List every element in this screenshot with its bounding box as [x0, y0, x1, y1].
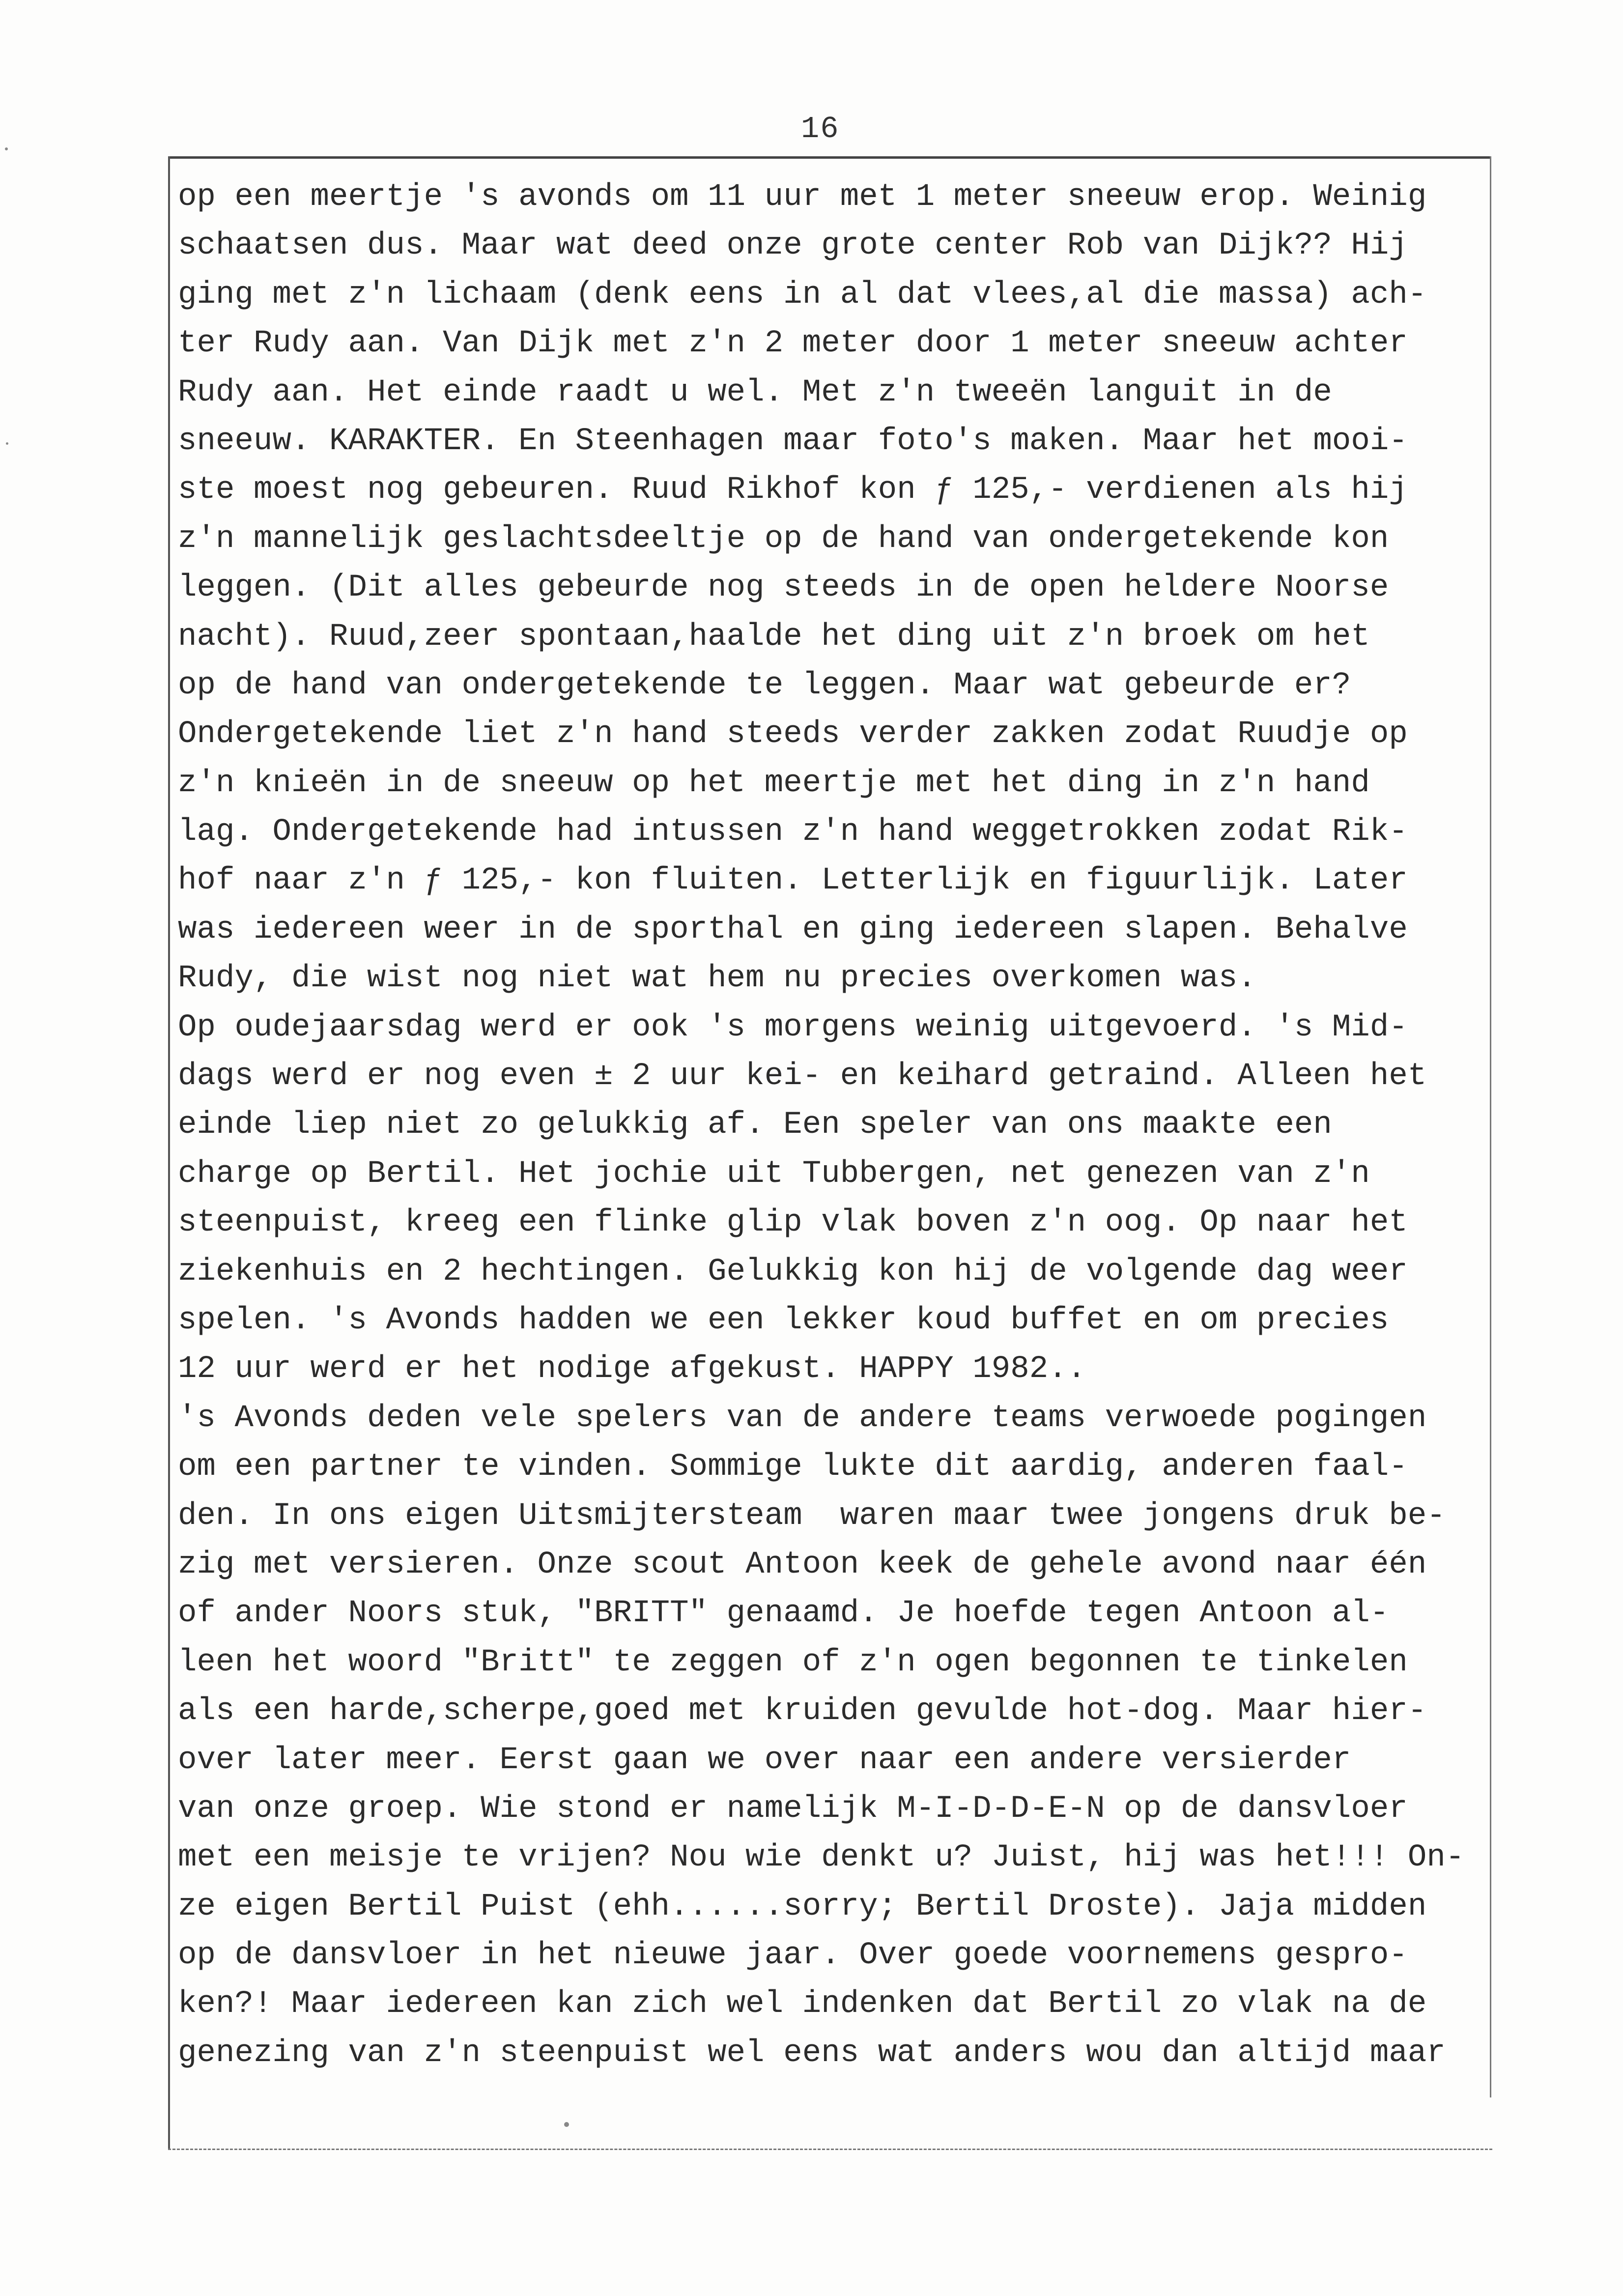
- text-line: steenpuist, kreeg een flinke glip vlak boven z'n oog. Op naar het: [178, 1205, 1408, 1241]
- text-line: op een meertje 's avonds om 11 uur met 1 meter sneeuw erop. Weinig: [178, 179, 1427, 215]
- text-line: ging met z'n lichaam (denk eens in al dat vlees,al die massa) ach-: [178, 277, 1427, 313]
- frame-top-border: [170, 156, 1491, 159]
- text-line: over later meer. Eerst gaan we over naar een andere versierder: [178, 1742, 1351, 1778]
- text-line: leen het woord "Britt" te zeggen of z'n ogen begonnen te tinkelen: [178, 1644, 1408, 1680]
- text-line: of ander Noors stuk, "BRITT" genaamd. Je hoefde tegen Antoon al-: [178, 1596, 1389, 1632]
- text-line: 's Avonds deden vele spelers van de andere teams verwoede pogingen: [178, 1400, 1427, 1436]
- text-line: hof naar z'n ƒ 125,- kon fluiten. Letterlijk en figuurlijk. Later: [178, 863, 1408, 899]
- text-line: met een meisje te vrijen? Nou wie denkt u? Juist, hij was het!!! On-: [178, 1840, 1465, 1876]
- text-line: leggen. (Dit alles gebeurde nog steeds in de open heldere Noorse: [178, 570, 1389, 606]
- paper-speck: [5, 147, 8, 150]
- text-line: sneeuw. KARAKTER. En Steenhagen maar foto's maken. Maar het mooi-: [178, 423, 1408, 459]
- frame-left-border: [168, 156, 170, 2149]
- text-line: den. In ons eigen Uitsmijtersteam waren maar twee jongens druk be-: [178, 1498, 1446, 1534]
- text-line: op de hand van ondergetekende te leggen. Maar wat gebeurde er?: [178, 667, 1351, 703]
- text-line: op de dansvloer in het nieuwe jaar. Over goede voornemens gespro-: [178, 1938, 1408, 1974]
- text-line: ziekenhuis en 2 hechtingen. Gelukkig kon hij de volgende dag weer: [178, 1254, 1408, 1290]
- text-line: spelen. 's Avonds hadden we een lekker koud buffet en om precies: [178, 1302, 1389, 1338]
- text-line: dags werd er nog even ± 2 uur kei- en keihard getraind. Alleen het: [178, 1059, 1427, 1094]
- text-line: om een partner te vinden. Sommige lukte dit aardig, anderen faal-: [178, 1449, 1408, 1485]
- text-line: Ondergetekende liet z'n hand steeds verder zakken zodat Ruudje op: [178, 717, 1408, 752]
- text-line: 12 uur werd er het nodige afgekust. HAPPY 1982..: [178, 1351, 1086, 1387]
- text-line: Rudy, die wist nog niet wat hem nu precies overkomen was.: [178, 961, 1256, 997]
- text-line: ste moest nog gebeuren. Ruud Rikhof kon ƒ 125,- verdienen als hij: [178, 472, 1408, 508]
- text-line: Rudy aan. Het einde raadt u wel. Met z'n tweeën languit in de: [178, 374, 1332, 410]
- text-line: z'n mannelijk geslachtsdeeltje op de hand van ondergetekende kon: [178, 521, 1389, 557]
- text-line: ter Rudy aan. Van Dijk met z'n 2 meter door 1 meter sneeuw achter: [178, 326, 1408, 362]
- text-line: nacht). Ruud,zeer spontaan,haalde het ding uit z'n broek om het: [178, 619, 1370, 655]
- page-number: 16: [801, 112, 840, 146]
- text-line: schaatsen dus. Maar wat deed onze grote center Rob van Dijk?? Hij: [178, 228, 1408, 264]
- text-line: zig met versieren. Onze scout Antoon keek de gehele avond naar één: [178, 1547, 1427, 1582]
- text-line: genezing van z'n steenpuist wel eens wat anders wou dan altijd maar: [178, 2035, 1446, 2071]
- text-line: ze eigen Bertil Puist (ehh......sorry; Bertil Droste). Jaja midden: [178, 1889, 1427, 1924]
- text-line: z'n knieën in de sneeuw op het meertje met het ding in z'n hand: [178, 765, 1370, 801]
- frame-bottom-border: [168, 2149, 1492, 2150]
- text-line: einde liep niet zo gelukkig af. Een speler van ons maakte een: [178, 1107, 1332, 1143]
- text-line: lag. Ondergetekende had intussen z'n hand weggetrokken zodat Rik-: [178, 814, 1408, 850]
- text-line: ken?! Maar iedereen kan zich wel indenken dat Bertil zo vlak na de: [178, 1986, 1427, 2022]
- text-line: charge op Bertil. Het jochie uit Tubbergen, net genezen van z'n: [178, 1156, 1370, 1192]
- text-line: van onze groep. Wie stond er namelijk M-I-D-D-E-N op de dansvloer: [178, 1791, 1408, 1827]
- text-line: was iedereen weer in de sporthal en ging iedereen slapen. Behalve: [178, 912, 1408, 947]
- text-line: Op oudejaarsdag werd er ook 's morgens weinig uitgevoerd. 's Mid-: [178, 1009, 1408, 1045]
- paper-speck: [6, 442, 8, 445]
- text-line: als een harde,scherpe,goed met kruiden gevulde hot-dog. Maar hier-: [178, 1693, 1427, 1729]
- paper-speck: [564, 2122, 569, 2127]
- body-text: [178, 173, 1492, 2078]
